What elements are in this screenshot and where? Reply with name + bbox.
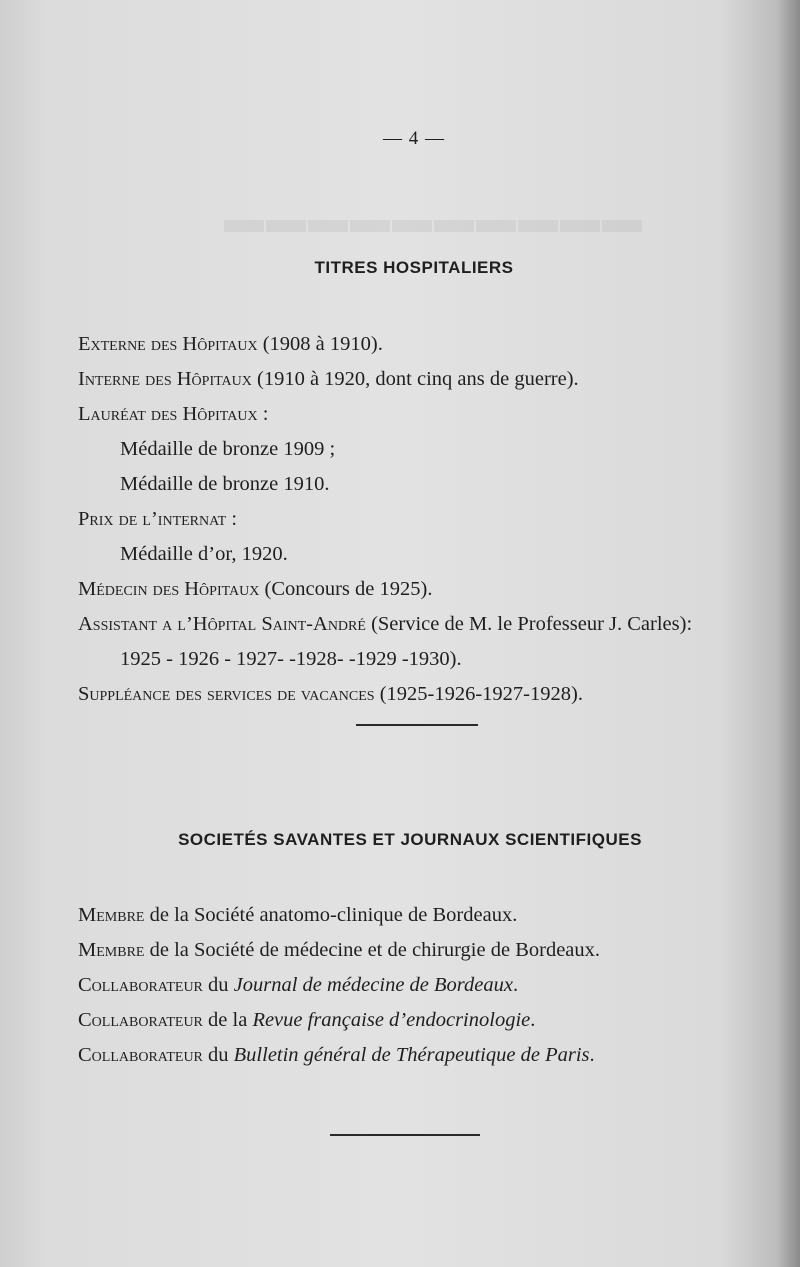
hospital-titles-list [78, 327, 770, 712]
page-number: — 4 — [383, 128, 445, 149]
entry-text: : [257, 403, 269, 425]
entry-text: (1910 à 1920, dont cinq ans de guerre). [251, 368, 579, 390]
section-divider [356, 724, 478, 726]
entry-text: Médaille de bronze 1909 ; [120, 438, 336, 460]
list-subitem [78, 432, 770, 467]
entry-tail: . [530, 1009, 536, 1031]
entry-text: (Concours de 1925). [259, 578, 433, 600]
list-item [78, 327, 770, 362]
entry-label: Prix de l’internat [78, 508, 227, 530]
journal-title: Revue française d’endocrinologie [252, 1009, 531, 1031]
list-item [78, 572, 770, 607]
entry-label: Collaborateur [78, 1009, 203, 1031]
list-item [78, 933, 770, 968]
entry-tail: . [512, 974, 519, 996]
section-divider [330, 1134, 480, 1136]
section-heading-hospital: TITRES HOSPITALIERS [314, 258, 514, 277]
list-item [78, 677, 770, 712]
entry-label: Externe des Hôpitaux [78, 333, 258, 355]
entry-tail: . [589, 1044, 595, 1066]
entry-text: Médaille d’or, 1920. [120, 543, 288, 565]
list-subitem [78, 537, 770, 572]
entry-label: Médecin des Hôpitaux [78, 578, 260, 600]
entry-label: Membre [78, 904, 145, 926]
list-item [78, 1003, 770, 1038]
entry-text: du [202, 1044, 234, 1066]
societies-list [78, 898, 770, 1073]
list-item [78, 968, 770, 1003]
entry-text: de la Société de médecine et de chirurgie de Bordeaux. [144, 939, 601, 961]
entry-text: (Service de M. le Professeur J. Carles): [365, 613, 693, 635]
entry-text: Médaille de bronze 1910. [120, 473, 330, 495]
entry-label: Lauréat des Hôpitaux [78, 403, 258, 425]
entry-text: (1925-1926-1927-1928). [374, 683, 583, 705]
bleed-through-mark: ▬▬▬▬▬▬▬▬▬▬ [222, 196, 642, 241]
list-item [78, 898, 770, 933]
entry-text: (1908 à 1910). [257, 333, 383, 355]
entry-label: Suppléance des services de vacances [78, 683, 375, 705]
list-item [78, 397, 770, 432]
entry-text: : [226, 508, 238, 530]
entry-label: Collaborateur [78, 1044, 203, 1066]
entry-text: 1925 - 1926 - 1927- -1928- -1929 -1930). [120, 648, 462, 670]
entry-text: de la [202, 1009, 253, 1031]
journal-title: Journal de médecine de Bordeaux [233, 974, 513, 996]
entry-text: de la Société anatomo-clinique de Bordeaux. [144, 904, 518, 926]
entry-text: du [202, 974, 234, 996]
list-item [78, 1038, 770, 1073]
list-subitem [78, 467, 770, 502]
list-item [78, 362, 770, 397]
entry-label: Interne des Hôpitaux [78, 368, 252, 390]
journal-title: Bulletin général de Thérapeutique de Paris [233, 1044, 590, 1066]
list-item [78, 607, 770, 642]
entry-label: Collaborateur [78, 974, 203, 996]
entry-label: Membre [78, 939, 145, 961]
entry-label: Assistant a l’Hôpital Saint-André [78, 613, 366, 635]
list-item [78, 502, 770, 537]
list-subitem [78, 642, 770, 677]
section-heading-societies: SOCIETÉS SAVANTES ET JOURNAUX SCIENTIFIQUES [178, 830, 642, 849]
